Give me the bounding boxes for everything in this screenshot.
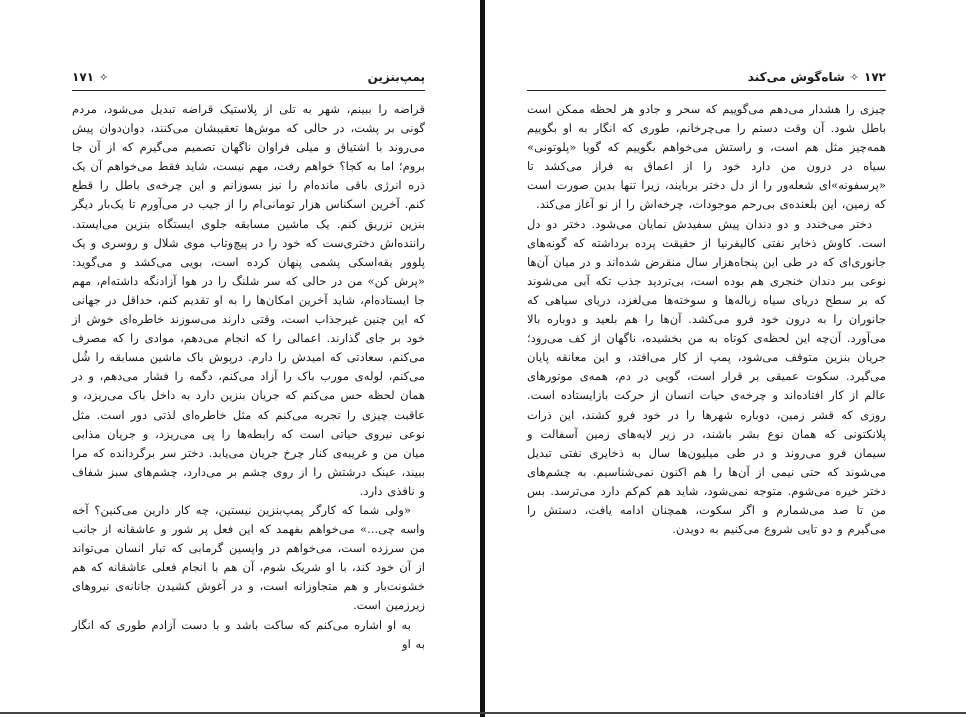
- header-rule: [527, 90, 886, 91]
- ornament-icon: ✧: [849, 71, 860, 84]
- ornament-icon: ✧: [98, 71, 109, 84]
- running-head: [72, 68, 425, 86]
- paragraph: چیزی را هشدار می‌دهم می‌گوییم که سحر و جادو هر لحظه ممکن است باطل شود. آن وقت دستم را می‌چرخانم، طوری که انگار به او بگوییم همه‌چیز مثل هم است، و راستش می‌خواهم بگوییم که گویا «پلوتونی» سیاه در درون من دارد خود را از اعماق به فراز می‌کشد تا «پرسفونه»ای شعله‌ور را از دل دختر بربایند، زیرا تنها بدین صورت است که زمین، این بلعنده‌ی بی‌رحم موجودات، چرخه‌اش را از نو آغاز می‌کند.: [527, 102, 886, 212]
- page-number-group: [72, 68, 113, 87]
- paragraph: قراضه را ببینم، شهر به تلی از پلاستیک قراضه تبدیل می‌شود، مردم گونی بر پشت، در حالی که موش‌ها تعقیبشان می‌کنند، دوان‌دوان پیش می‌روند با اشتیاق و میلی فراوان ناگهان تصمیم می‌گیرم که از آن جا بروم؛ اما به کجا؟ خواهم رفت، مهم نیست، شاید فقط می‌خواهم آن یک ذره انرژی باقی مانده‌ام را نیز بسوزانم و این چرخه‌ی باطل را قطع کنم. آخرین اسکناس هزار تومانی‌ام را از جیب در می‌آورم تا یک‌بار دیگر بنزین تزریق کنم. یک ماشین مسابقه جلوی ایستگاه بنزین می‌ایستد. راننده‌اش دختری‌ست که خود را در پیچ‌وتاب موی شلال و روسری و یک پلوور یقه‌اسکی پشمی پنهان کرده است، بویی می‌کشد و می‌گوید: «پرش کن» من در حالی که سر شلنگ را در هوا آزادنگه داشته‌ام، مهم جا ایستاده‌ام، شاید آخرین امکان‌ها را به او تقدیم کنم، حداقل در جهانی که این چنین غیرجذاب است، وقتی دارند می‌سوزند خاطره‌ای خوش از خود بر جای گذارند. اعمالی را که انجام می‌دهم، موادی را که مصرف می‌کنم، سعادتی که امیدش را دارم. درپوش باک ماشین مسابقه را شُل می‌کنم، لوله‌ی مورب باک را آزاد می‌کنم، دگمه را فشار می‌دهم، و در همان لحظه حس می‌کنم که جریان بنزین دارد به داخل باک می‌ریزد، و عاقبت چیزی را تجربه می‌کنم که مثل خاطره‌ای لذتی دور است. مثل نوعی نیروی حیاتی است که رابطه‌ها را پی می‌ریزد، و جریان مذابی میان من و غریبه‌ی کنار چرخ جریان می‌یابد. دختر سر برگردانده که مرا ببیند، عینک درشتش را از روی چشم بر می‌دارد، چشم‌های سبز شفاف و نافذی دارد.: [72, 102, 425, 498]
- header-rule: [72, 90, 425, 91]
- running-title: پمپ‌بنزین: [367, 70, 425, 84]
- running-title: [748, 68, 886, 87]
- page-body: [72, 100, 425, 654]
- right-page: [485, 0, 966, 712]
- left-page: [0, 0, 480, 712]
- running-head: [527, 68, 886, 86]
- page-number: ۱۷۲: [864, 70, 886, 84]
- paragraph: دختر می‌خندد و دو دندان پیش سفیدش نمایان می‌شود. دختر دو دل است. کاوش ذخایر نفتی کالیفرنیا از حقیقت پرده برداشته که گونه‌های جانوری‌ای که در طی این پنجاه‌هزار سال منقرض شده‌اند و در میان آن‌ها نوعی ببر دندان خنجری هم بوده است، بی‌تردید جذب تکه آبی می‌شوند که بر سطح دریای سیاه زباله‌ها و سوخته‌ها می‌لغزد، دریای سیاهی که جانوران را به درون خود فرو می‌کشد. آن‌ها را هم بلعید و دوباره بالا می‌آورد. آن‌چه این لحظه‌ی کوتاه به من بخشیده، ناگهان از کف می‌رود؛ جریان بنزین متوقف می‌شود، پمپ از کار می‌افتد، و این معانقه پایان می‌گیرد. سکوت عمیقی بر قرار است، گویی در دم، همه‌ی موتورهای عالم از کار افتاده‌اند و چرخه‌ی حیات انسان از حرکت بازایستاده است. روزی که قشر زمین، دوباره شهرها را در خود فرو کشند، این ذرات پلانکتونی که همان نوع بشر باشند، در زیر لایه‌های زمین آسفالت و سیمان فرو می‌روند و در طی میلیون‌ها سال به ذخایری نفتی تبدیل می‌شوند که حتی نیمی از آن‌ها را هم اکنون نمی‌شناسیم. به چشم‌های دختر خیره می‌شوم. متوجه نمی‌شود، شاید هم کم‌کم دارد می‌ترسد. بس من تا صد می‌شمارم و اگر سکوت، همچنان ادامه یافت، دستش را می‌گیرم و دو تایی شروع می‌کنیم به دویدن.: [527, 216, 886, 537]
- page-number: ۱۷۱: [72, 70, 94, 84]
- page-body: [527, 100, 886, 539]
- bottom-edge: [0, 712, 966, 714]
- paragraph: «ولی شما که کارگر پمپ‌بنزین نیستین، چه کار دارین می‌کنین؟ آخه واسه چی...» می‌خواهم بفهمد که این فعل پر شور و عاشقانه از جانب من سرزده است، می‌خواهم در واپسین گرمابی که تبار انسان می‌تواند از آن خود کند، با او شریک شوم، آن هم با انجام فعلی عاشقانه که هم خشونت‌بار و هم متجاوزانه است، و در آغوش کشیدن جانانه‌ی نیروهای زیرزمین است.: [72, 502, 425, 613]
- chapter-title: شاه‌گوش می‌کند: [747, 70, 845, 84]
- paragraph: به او اشاره می‌کنم که ساکت باشد و با دست آزادم طوری که انگار به او: [72, 617, 425, 651]
